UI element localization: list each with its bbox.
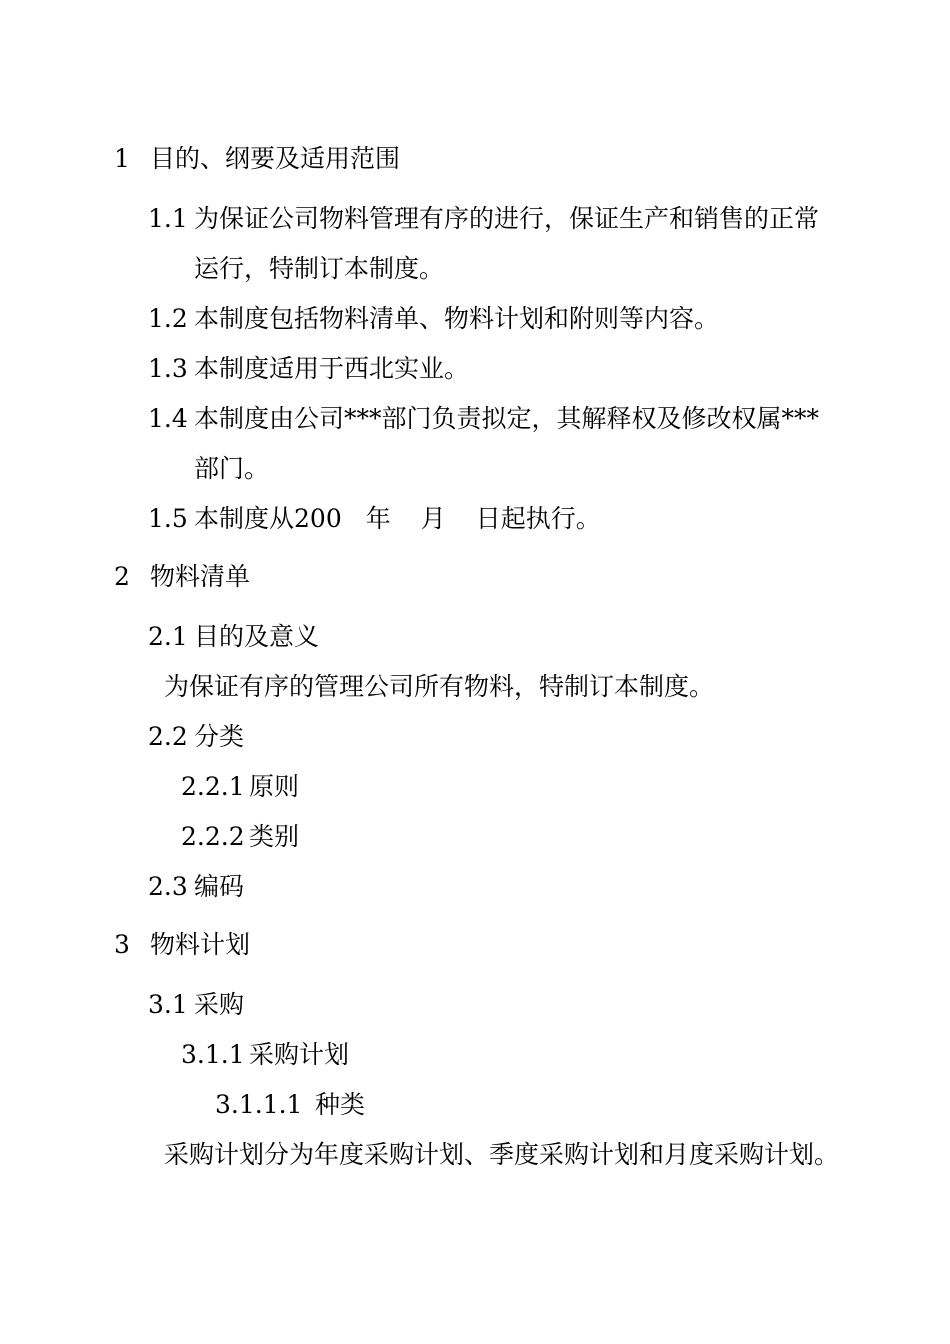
item-number: 2.2	[148, 722, 188, 751]
item-number: 3.1.1	[181, 1040, 245, 1069]
section-title: 物料清单	[150, 562, 251, 591]
item-text: 本制度适用于西北实业。	[194, 354, 470, 383]
item-text: 为保证公司物料管理有序的进行，保证生产和销售的正常	[194, 204, 820, 233]
list-item	[148, 354, 469, 384]
item-text: 采购	[194, 990, 245, 1019]
month-label: 月	[420, 504, 446, 533]
item-text: 种类	[315, 1090, 366, 1119]
list-item	[148, 404, 819, 434]
item-continuation: 运行，特制订本制度。	[194, 254, 445, 283]
item-text: 原则	[249, 772, 300, 801]
year-value: 200	[294, 504, 342, 533]
item-number: 1.3	[148, 354, 188, 383]
section-number: 1	[114, 144, 130, 173]
item-text: 分类	[194, 722, 245, 751]
section-heading	[114, 144, 400, 174]
body-paragraph: 为保证有序的管理公司所有物料，特制订本制度。	[164, 672, 715, 701]
year-label: 年	[365, 504, 391, 533]
list-item	[181, 772, 299, 802]
section-title: 目的、纲要及适用范围	[150, 144, 401, 173]
item-number: 2.1	[148, 622, 188, 651]
section-number: 2	[114, 562, 130, 591]
section-heading	[114, 930, 250, 960]
section-number: 3	[114, 930, 130, 959]
list-item	[181, 1040, 349, 1070]
item-number: 2.2.1	[181, 772, 245, 801]
item-number: 2.2.2	[181, 822, 245, 851]
item-text: 类别	[249, 822, 300, 851]
day-label: 日起执行。	[475, 504, 601, 533]
list-item	[181, 822, 299, 852]
list-item	[215, 1090, 365, 1120]
section-heading	[114, 562, 250, 592]
item-text: 本制度由公司***部门负责拟定，其解释权及修改权属***	[194, 404, 820, 433]
item-text: 采购计划	[249, 1040, 350, 1069]
item-text: 编码	[194, 872, 245, 901]
item-number: 1.5	[148, 504, 188, 533]
list-item	[148, 990, 244, 1020]
item-number: 1.2	[148, 304, 188, 333]
list-item	[148, 622, 319, 652]
list-item	[148, 722, 244, 752]
item-text: 本制度包括物料清单、物料计划和附则等内容。	[194, 304, 720, 333]
body-paragraph: 采购计划分为年度采购计划、季度采购计划和月度采购计划。	[164, 1140, 840, 1169]
list-item	[148, 504, 601, 534]
item-number: 3.1	[148, 990, 188, 1019]
item-text: 本制度从	[194, 504, 295, 533]
item-continuation: 部门。	[194, 454, 270, 483]
item-text: 目的及意义	[194, 622, 320, 651]
list-item	[148, 304, 719, 334]
item-number: 2.3	[148, 872, 188, 901]
list-item	[148, 204, 819, 234]
item-number: 3.1.1.1	[215, 1090, 303, 1119]
item-number: 1.1	[148, 204, 188, 233]
list-item	[148, 872, 244, 902]
section-title: 物料计划	[150, 930, 251, 959]
item-number: 1.4	[148, 404, 188, 433]
